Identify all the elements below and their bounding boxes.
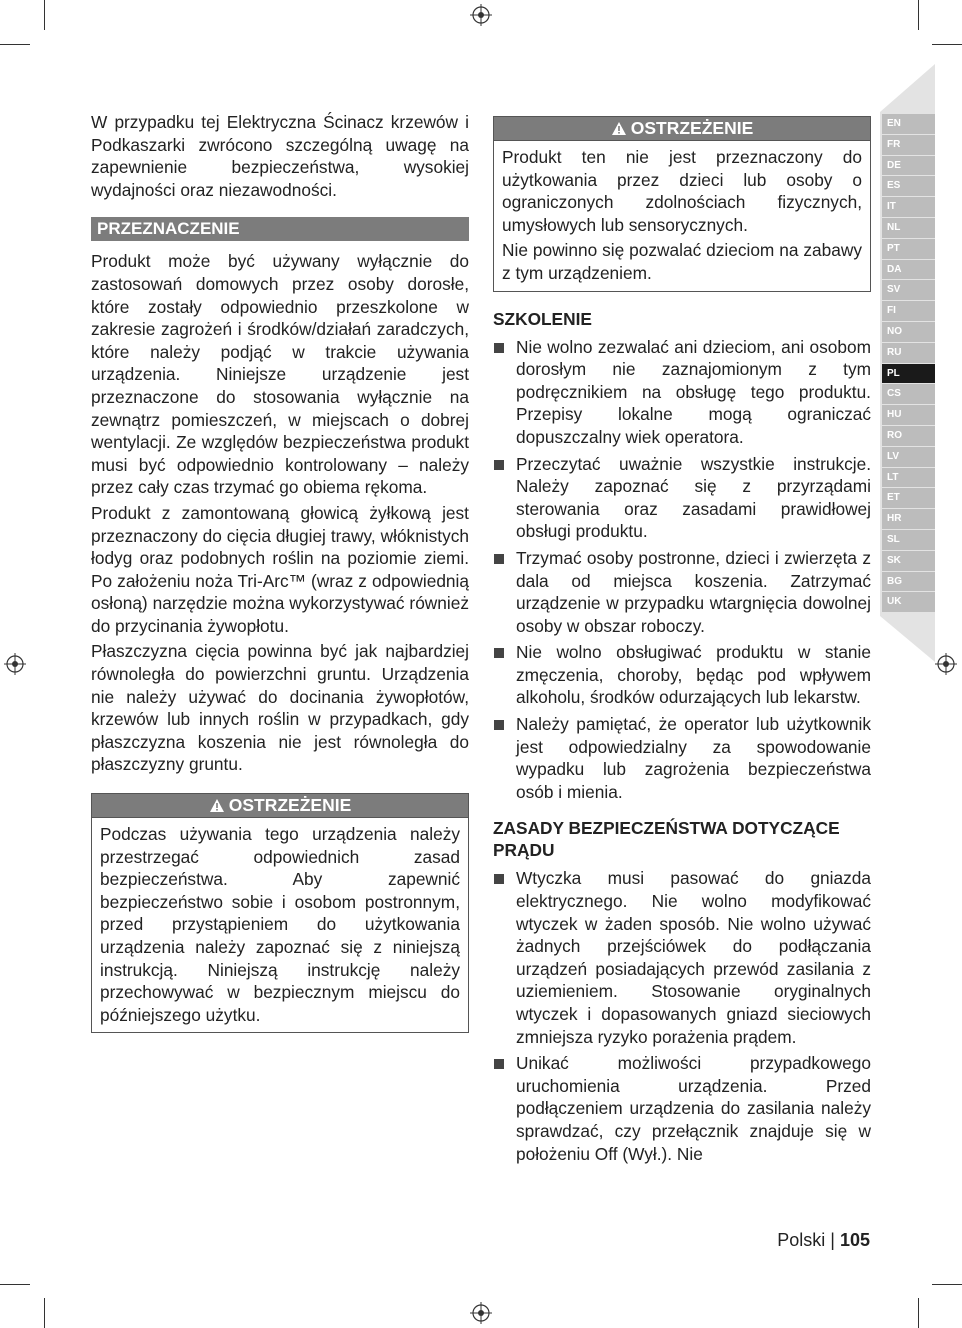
square-bullet-icon: [494, 460, 504, 470]
language-tab-en: EN: [882, 114, 935, 134]
language-tab-it: IT: [882, 197, 935, 217]
purpose-paragraph: Płaszczyzna cięcia powinna być jak najbardziej równoległa do powierzchni gruntu. Urządzenia nie należy używać do docinania żywopłotów, krzewów lub innych roślin w przypadkach, gdy płaszczyzna koszenia nie jest równoległa do płaszczyzny gruntu.: [91, 641, 469, 775]
crop-mark: [932, 44, 962, 45]
registration-mark-icon: [470, 4, 492, 26]
language-tab-hu: HU: [882, 405, 935, 425]
list-item: [493, 547, 871, 637]
list-item-text: Nie wolno zezwalać ani dzieciom, ani osobom dorosłym nie zaznajomionym z tym podręcznikiem na obsługę tego produktu. Przepisy lokalne mogą ograniczać dopuszczalny wiek operatora.: [516, 336, 871, 447]
crop-mark: [918, 1298, 919, 1328]
language-tab-da: DA: [882, 260, 935, 280]
electric-safety-list: [493, 867, 871, 1165]
warning-triangle-icon: [209, 798, 225, 813]
list-item: [493, 641, 871, 709]
footer-separator: |: [830, 1230, 835, 1250]
warning-triangle-icon: [611, 121, 627, 136]
language-tab-de: DE: [882, 156, 935, 176]
language-tab-pt: PT: [882, 239, 935, 259]
language-tab-sv: SV: [882, 280, 935, 300]
square-bullet-icon: [494, 1059, 504, 1069]
square-bullet-icon: [494, 720, 504, 730]
warning-title: OSTRZEŻENIE: [228, 795, 352, 816]
list-item-text: Przeczytać uważnie wszystkie instrukcje. Należy zapoznać się z przyrządami sterowania oraz zasadami prawidłowej obsługi produktu.: [516, 453, 871, 542]
list-item-text: Należy pamiętać, że operator lub użytkownik jest odpowiedzialny za spowodowanie wypadku lub zagrożenia bezpieczeństwa osób i mienia.: [516, 714, 871, 802]
square-bullet-icon: [494, 648, 504, 658]
purpose-paragraph: Produkt może być używany wyłącznie do zastosowań domowych przez osoby dorosłe, które zostały odpowiednio przeszkolone w zakresie zagrożeń i środków/działań zaradczych, które należy podjąć w trakcie używania urządzenia. Niniejsze urządzenie jest przeznaczone do stosowania wyłącznie na zewnątrz pomieszczeń, w miejscach o dobrej wentylacji. Ze względów bezpieczeństwa produkt musi być odpowiednio kontrolowany – należy przez cały czas trzymać go obiema rękoma.: [91, 251, 469, 498]
language-tab-es: ES: [882, 176, 935, 196]
language-tabs: [882, 114, 935, 613]
language-tab-lt: LT: [882, 468, 935, 488]
warning-box: [493, 116, 871, 292]
language-tab-no: NO: [882, 322, 935, 342]
language-tab-nl: NL: [882, 218, 935, 238]
language-tab-cs: CS: [882, 384, 935, 404]
list-item-text: Trzymać osoby postronne, dzieci i zwierzęta z dala od miejsca koszenia. Zatrzymać urządzenie w przypadku wtargnięcia dowolnej osoby w obszar roboczy.: [516, 547, 871, 636]
language-tab-et: ET: [882, 488, 935, 508]
warning-text: Nie powinno się pozwalać dzieciom na zabawy z tym urządzeniem.: [502, 240, 862, 283]
intro-paragraph: W przypadku tej Elektryczna Ścinacz krzewów i Podkaszarki zwrócono szczególną uwagę na zapewnienie bezpieczeństwa, wysokiej wydajności oraz niezawodności.: [91, 112, 469, 200]
square-bullet-icon: [494, 554, 504, 564]
warning-header: [92, 794, 468, 818]
footer-language: Polski: [777, 1230, 826, 1250]
page-footer: [777, 1230, 870, 1251]
registration-mark-icon: [935, 653, 957, 675]
left-column: [91, 111, 469, 1033]
warning-header: [494, 117, 870, 141]
list-item: [493, 713, 871, 803]
language-tab-sk: SK: [882, 551, 935, 571]
registration-mark-icon: [4, 653, 26, 675]
language-tab-fr: FR: [882, 135, 935, 155]
language-tab-fi: FI: [882, 301, 935, 321]
language-tab-uk: UK: [882, 592, 935, 612]
list-item: [493, 867, 871, 1048]
warning-title: OSTRZEŻENIE: [630, 118, 754, 138]
crop-mark: [918, 0, 919, 30]
language-tab-ru: RU: [882, 343, 935, 363]
warning-text: Produkt ten nie jest przeznaczony do użytkowania przez dzieci lub osoby o ograniczonych zdolnościach fizycznych, umysłowych lub sensorycznych.: [502, 147, 862, 235]
crop-mark: [44, 1298, 45, 1328]
purpose-heading: PRZEZNACZENIE: [91, 217, 469, 241]
language-tab-ro: RO: [882, 426, 935, 446]
page-number: 105: [839, 1230, 870, 1250]
registration-mark-icon: [470, 1302, 492, 1324]
purpose-paragraph: Produkt z zamontowaną głowicą żyłkową jest przeznaczony do cięcia długiej trawy, włóknistych łodyg oraz podobnych roślin na poziomie ziemi. Po założeniu noża Tri-Arc™ (wraz z odpowiednią osłoną) narzędzie można wykorzystywać również do przycinania żywopłotu.: [91, 502, 469, 636]
list-item-text: Unikać możliwości przypadkowego uruchomienia urządzenia. Przed podłączeniem urządzenia do zasilania należy sprawdzać, czy przełącznik znajduje się w położeniu Off (Wył.). Nie: [516, 1053, 871, 1164]
square-bullet-icon: [494, 874, 504, 884]
list-item: [493, 1052, 871, 1165]
training-heading: SZKOLENIE: [493, 308, 592, 329]
list-item-text: Wtyczka musi pasować do gniazda elektrycznego. Nie wolno modyfikować wtyczek w żaden sposób. Nie wolno używać żadnych przejściówek do podłączania urządzeń posiadających przewód zasilania z uziemieniem. Stosowanie oryginalnych wtyczek i dopasowanych gniazd sieciowych zmniejsza ryzyko porażenia prądem.: [516, 868, 871, 1047]
crop-mark: [44, 0, 45, 30]
crop-mark: [932, 1284, 962, 1285]
crop-mark: [0, 44, 30, 45]
language-tab-pl: PL: [882, 364, 935, 384]
list-item: [493, 336, 871, 449]
list-item: [493, 453, 871, 543]
warning-box: [91, 793, 469, 1033]
language-tab-sl: SL: [882, 530, 935, 550]
language-tab-hr: HR: [882, 509, 935, 529]
language-tab-lv: LV: [882, 447, 935, 467]
language-tab-bg: BG: [882, 572, 935, 592]
right-column: [493, 116, 871, 1173]
electric-safety-heading: ZASADY BEZPIECZEŃSTWA DOTYCZĄCE PRĄDU: [493, 818, 840, 861]
training-list: [493, 336, 871, 804]
list-item-text: Nie wolno obsługiwać produktu w stanie zmęczenia, choroby, będąc pod wpływem alkoholu, środków odurzających lub lekarstw.: [516, 642, 871, 708]
square-bullet-icon: [494, 343, 504, 353]
warning-text: Podczas używania tego urządzenia należy przestrzegać odpowiednich zasad bezpieczeństwa. Aby zapewnić bezpieczeństwo sobie i osobom postronnym, przed przystąpieniem do użytkowania urządzenia należy zapoznać się z niniejszą instrukcją. Niniejszą instrukcję należy przechowywać w bezpiecznym miejscu do późniejszego użytku.: [100, 824, 460, 1025]
crop-mark: [0, 1284, 30, 1285]
